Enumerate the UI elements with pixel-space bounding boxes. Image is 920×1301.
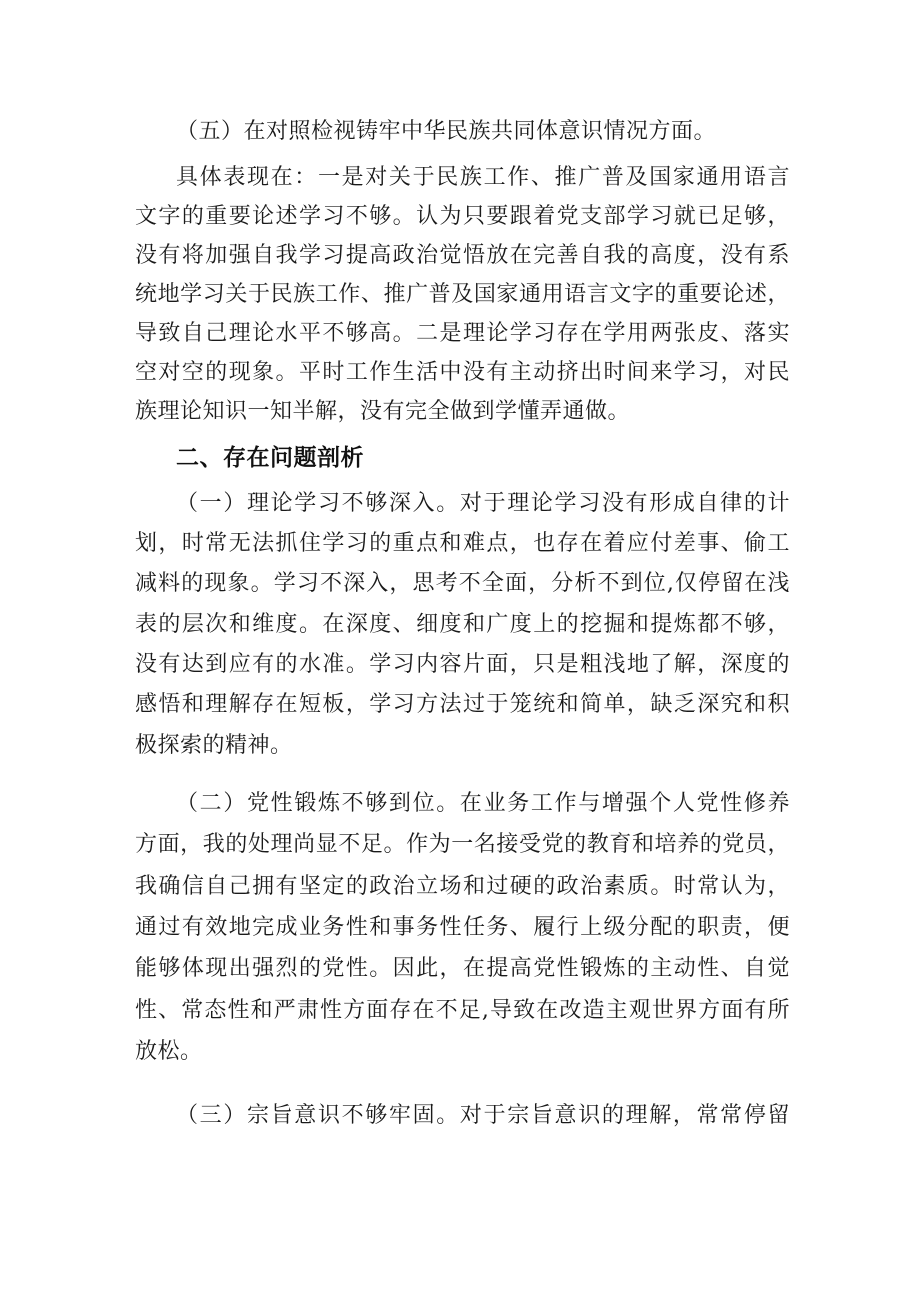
paragraph-line: 族理论知识一知半解，没有完全做到学懂弄通做。 <box>135 399 631 424</box>
paragraph-line: 通过有效地完成业务性和事务性任务、履行上级分配的职责，便 <box>135 915 790 940</box>
paragraph-line: 导致自己理论水平不够高。二是理论学习存在学用两张皮、落实 <box>135 321 790 346</box>
paragraph-line: 空对空的现象。平时工作生活中没有主动挤出时间来学习，对民 <box>135 360 790 385</box>
paragraph-line: 极探索的精神。 <box>135 733 293 758</box>
paragraph-line: 文字的重要论述学习不够。认为只要跟着党支部学习就已足够， <box>135 204 790 229</box>
paragraph-line: 划，时常无法抓住学习的重点和难点，也存在着应付差事、偷工 <box>135 531 790 556</box>
paragraph-line: 感悟和理解存在短板，学习方法过于笼统和简单，缺乏深究和积 <box>135 692 790 717</box>
paragraph-line: 没有将加强自我学习提高政治觉悟放在完善自我的高度，没有系 <box>135 243 790 268</box>
paragraph-line: 表的层次和维度。在深度、细度和广度上的挖掘和提炼都不够， <box>135 612 790 637</box>
paragraph-line: （三）宗旨意识不够牢固。对于宗旨意识的理解，常常停留 <box>176 1103 790 1128</box>
section-five-title: （五）在对照检视铸牢中华民族共同体意识情况方面。 <box>176 119 717 144</box>
paragraph-line: 具体表现在：一是对关于民族工作、推广普及国家通用语言 <box>176 165 790 190</box>
paragraph-line: 没有达到应有的水准。学习内容片面，只是粗浅地了解，深度的 <box>135 652 790 677</box>
paragraph-line: 能够体现出强烈的党性。因此，在提高党性锻炼的主动性、自觉 <box>135 956 790 981</box>
paragraph-line: 我确信自己拥有坚定的政治立场和过硬的政治素质。时常认为， <box>135 874 790 899</box>
section-heading: 二、存在问题剖析 <box>176 445 364 471</box>
paragraph-line: 减料的现象。学习不深入，思考不全面，分析不到位,仅停留在浅 <box>135 571 790 596</box>
paragraph-line: 方面，我的处理尚显不足。作为一名接受党的教育和培养的党员， <box>135 832 790 857</box>
paragraph-line: 统地学习关于民族工作、推广普及国家通用语言文字的重要论述， <box>135 282 790 307</box>
paragraph-line: （一）理论学习不够深入。对于理论学习没有形成自律的计 <box>176 491 790 516</box>
paragraph-line: 放松。 <box>135 1039 203 1064</box>
paragraph-line: 性、常态性和严肃性方面存在不足,导致在改造主观世界方面有所 <box>135 998 790 1023</box>
paragraph-line: （二）党性锻炼不够到位。在业务工作与增强个人党性修养 <box>176 791 790 816</box>
